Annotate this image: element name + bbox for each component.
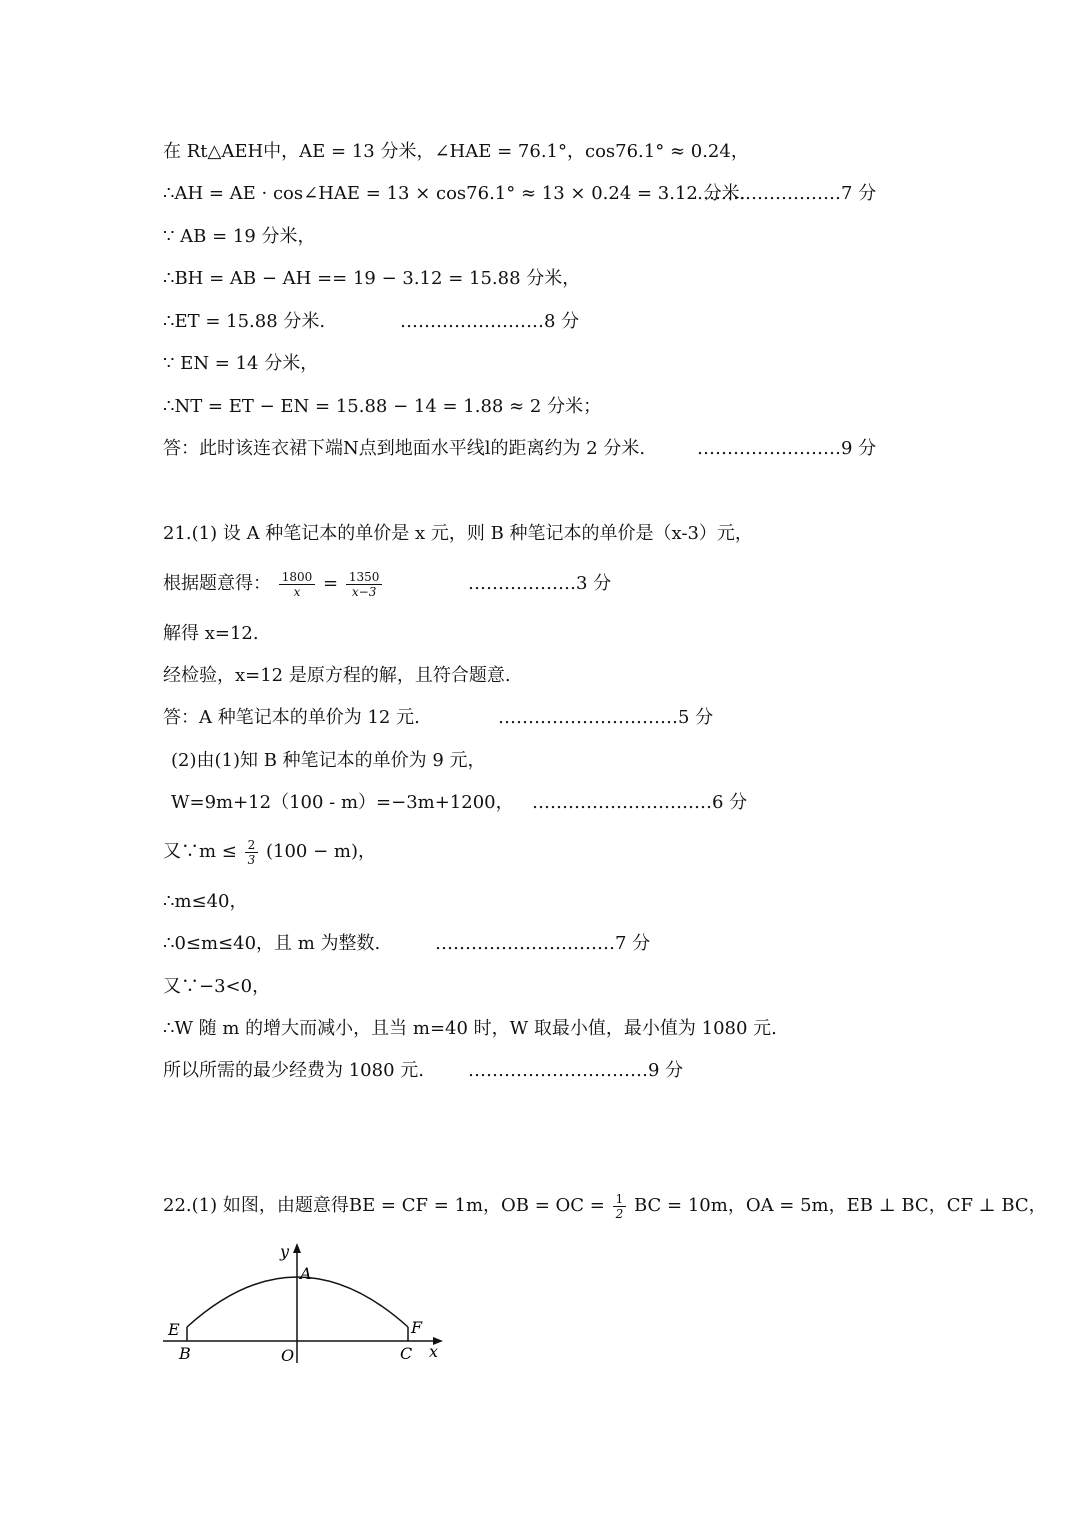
label-a: A (300, 1264, 312, 1283)
sec20-line-7: ∴NT = ET − EN = 15.88 − 14 = 1.88 ≈ 2 分米； (163, 396, 602, 417)
fraction-denominator: x−3 (351, 584, 377, 599)
equals-sign: = (323, 573, 339, 594)
sec21-score-9: …………………………9 分 (468, 1060, 684, 1081)
sec21-equation-prefix: 根据题意得： (163, 573, 271, 594)
sec20-line-1: 在 Rt△AEH中，AE = 13 分米，∠HAE = 76.1°，cos76.1° ≈ 0.24， (163, 141, 749, 162)
label-x: x (429, 1342, 439, 1361)
sec21-line-9: ∴m≤40， (163, 891, 248, 912)
fraction-1800-over-x (279, 570, 316, 599)
sec22-line-1-prefix: 22.(1) 如图，由题意得BE = CF = 1m，OB = OC = (163, 1195, 611, 1216)
sec20-score-9: ……………………9 分 (697, 438, 877, 459)
label-e: E (168, 1320, 180, 1339)
sec20-line-6: ∵ EN = 14 分米， (163, 353, 319, 374)
fraction-numerator: 1350 (346, 570, 383, 585)
sec21-line-7: W=9m+12（100 - m）=−3m+1200， (171, 792, 514, 813)
sec20-line-5: ∴ET = 15.88 分米. (163, 311, 326, 332)
sec21-line-12: ∴W 随 m 的增大而减小，且当 m=40 时，W 取最小值，最小值为 1080 元. (163, 1018, 777, 1039)
sec20-answer: 答：此时该连衣裙下端N点到地面水平线l的距离约为 2 分米. (163, 438, 646, 459)
sec21-score-6: …………………………6 分 (532, 792, 748, 813)
sec21-score-5: …………………………5 分 (498, 707, 714, 728)
fraction-1-over-2 (613, 1192, 627, 1221)
sec21-equation (163, 568, 384, 600)
fraction-denominator: 2 (615, 1206, 624, 1221)
sec21-line-3: 解得 x=12. (163, 623, 259, 644)
label-c: C (400, 1344, 413, 1363)
arch-diagram (155, 1235, 455, 1375)
fraction-numerator: 1 (613, 1192, 627, 1207)
fraction-numerator: 2 (245, 838, 259, 853)
fraction-numerator: 1800 (279, 570, 316, 585)
label-y: y (280, 1242, 290, 1261)
label-b: B (179, 1344, 191, 1363)
sec20-score-7: ……………………7 分 (697, 183, 877, 204)
fraction-denominator: x (293, 584, 301, 599)
sec20-line-2: ∴AH = AE · cos∠HAE = 13 × cos76.1° ≈ 13 × 0.24 = 3.12 分米. (163, 183, 746, 204)
sec21-line-11: 又∵−3<0， (163, 976, 271, 997)
sec22-line-1 (163, 1190, 1047, 1222)
sec21-line-8-prefix: 又∵m ≤ (163, 841, 243, 862)
fraction-denominator: 3 (247, 852, 256, 867)
sec20-line-4: ∴BH = AB − AH == 19 − 3.12 = 15.88 分米， (163, 268, 581, 289)
sec21-line-8-suffix: (100 − m)， (265, 841, 376, 862)
fraction-1350-over-x-3 (346, 570, 383, 599)
sec21-line-1: 21.(1) 设 A 种笔记本的单价是 x 元，则 B 种笔记本的单价是（x-3）元， (163, 523, 753, 544)
sec21-line-4: 经检验，x=12 是原方程的解，且符合题意. (163, 665, 511, 686)
label-o: O (281, 1346, 295, 1365)
sec21-score-7: …………………………7 分 (435, 933, 651, 954)
sec22-line-1-suffix: BC = 10m，OA = 5m，EB ⊥ BC，CF ⊥ BC， (633, 1195, 1047, 1216)
sec21-line-10: ∴0≤m≤40，且 m 为整数. (163, 933, 381, 954)
sec20-line-3: ∵ AB = 19 分米， (163, 226, 316, 247)
sec21-line-5: 答：A 种笔记本的单价为 12 元. (163, 707, 420, 728)
fraction-2-over-3 (245, 838, 259, 867)
sec21-line-8 (163, 836, 376, 868)
sec21-score-3: ………………3 分 (468, 573, 612, 594)
sec20-score-8: ……………………8 分 (400, 311, 580, 332)
sec21-line-6: (2)由(1)知 B 种笔记本的单价为 9 元， (171, 750, 486, 771)
label-f: F (411, 1318, 423, 1337)
sec21-line-13: 所以所需的最少经费为 1080 元. (163, 1060, 424, 1081)
y-axis-arrow-icon (293, 1243, 301, 1253)
